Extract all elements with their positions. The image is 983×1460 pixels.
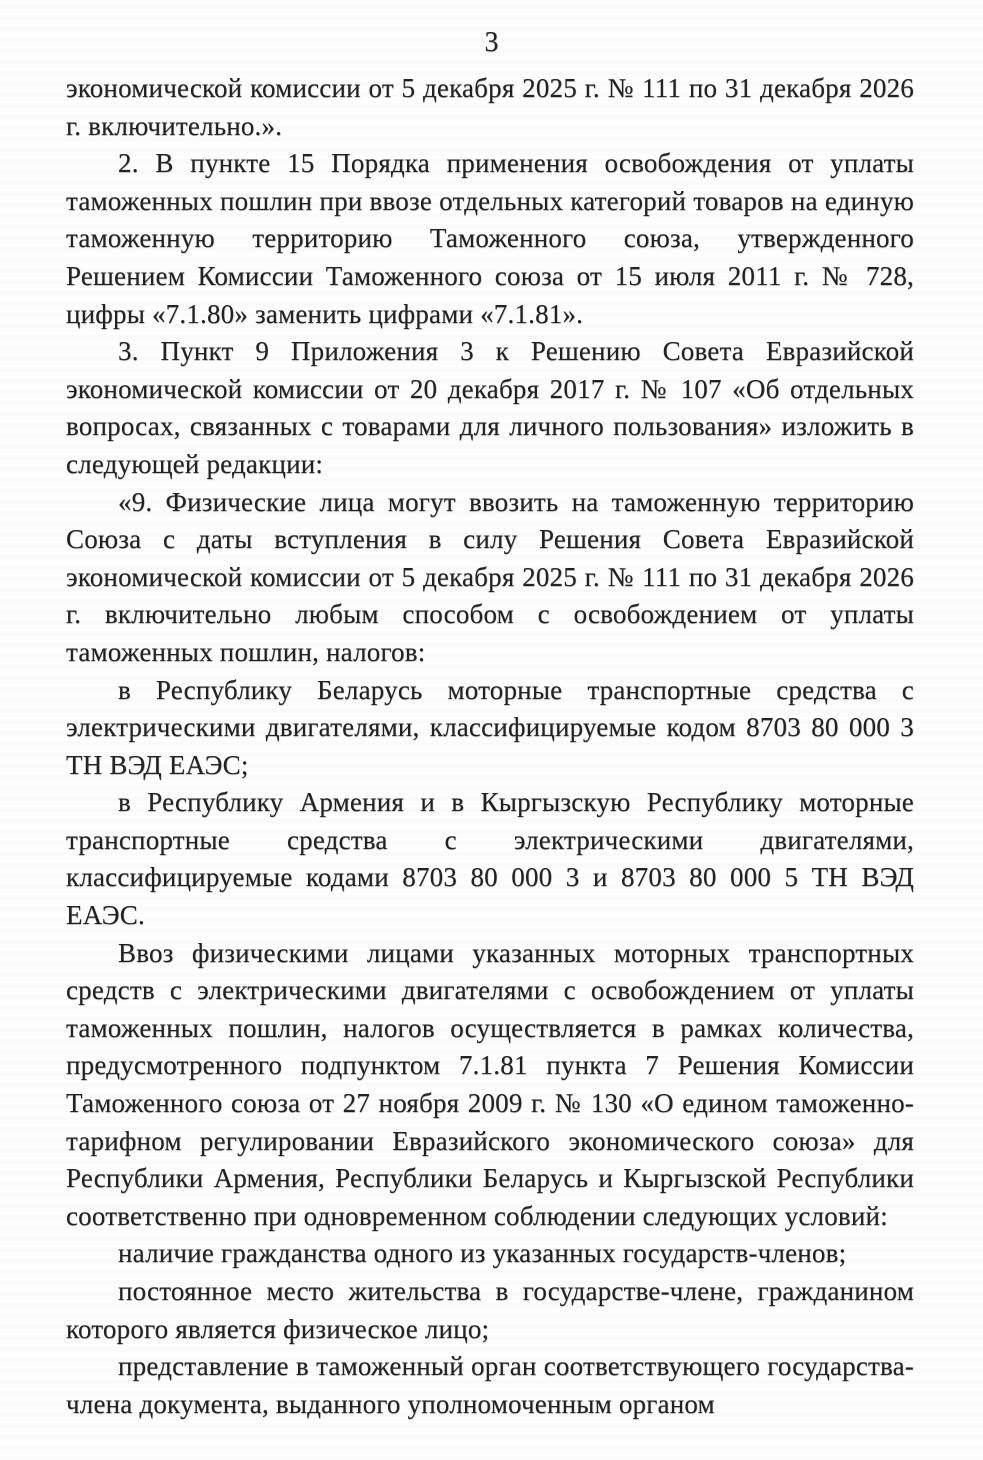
paragraph: наличие гражданства одного из указанных государств-членов;: [118, 1238, 847, 1269]
paragraph: 3. Пункт 9 Приложения 3 к Решению Совета Евразийской экономической комиссии от 20 декабря 2017 г. № 107 «Об отдельных вопросах, связанных с товарами для личного пользования» изложить в следующей редакции:: [66, 336, 914, 479]
paragraph: в Республику Беларусь моторные транспортные средства с электрическими двигателями, классифицируемые кодом 8703 80 000 3 ТН ВЭД ЕАЭС;: [66, 674, 914, 780]
paragraph: представление в таможенный орган соответствующего государства-члена документа, выданного уполномоченным органом: [66, 1351, 914, 1419]
paragraph: постоянное место жительства в государстве-члене, гражданином которого является физическое лицо;: [66, 1276, 914, 1344]
page-number: 3: [484, 27, 499, 58]
paragraph: в Республику Армения и в Кыргызскую Республику моторные транспортные средства с электрическими двигателями, классифицируемые кодами 8703 80 000 3 и 8703 80 000 5 ТН ВЭД ЕАЭС.: [66, 787, 914, 931]
paragraph: 2. В пункте 15 Порядка применения освобождения от уплаты таможенных пошлин при ввозе отдельных категорий товаров на единую таможенную территорию Таможенного союза, утвержденного Решением Комиссии Таможенного союза от 15 июля 2011 г. № 728, цифры «7.1.80» заменить цифрами «7.1.81».: [66, 148, 914, 329]
paragraph: экономической комиссии от 5 декабря 2025 г. № 111 по 31 декабря 2026 г. включительно.».: [66, 73, 914, 141]
paragraph: Ввоз физическими лицами указанных моторных транспортных средств с электрическими двигателями с освобождением от уплаты таможенных пошлин, налогов осуществляется в рамках количества, предусмотренного подпунктом 7.1.81 пункта 7 Решения Комиссии Таможенного союза от 27 ноября 2009 г. № 130 «О едином таможенно-тарифном регулировании Евразийского экономического союза» для Республики Армения, Республики Беларусь и Кыргызской Республики соответственно при одновременном соблюдении следующих условий:: [66, 937, 914, 1231]
paragraph: «9. Физические лица могут ввозить на таможенную территорию Союза с даты вступления в силу Решения Совета Евразийской экономической комиссии от 5 декабря 2025 г. № 111 по 31 декабря 2026 г. включительно любым способом с освобождением от уплаты таможенных пошлин, налогов:: [66, 486, 914, 667]
document-body: [66, 70, 914, 1423]
